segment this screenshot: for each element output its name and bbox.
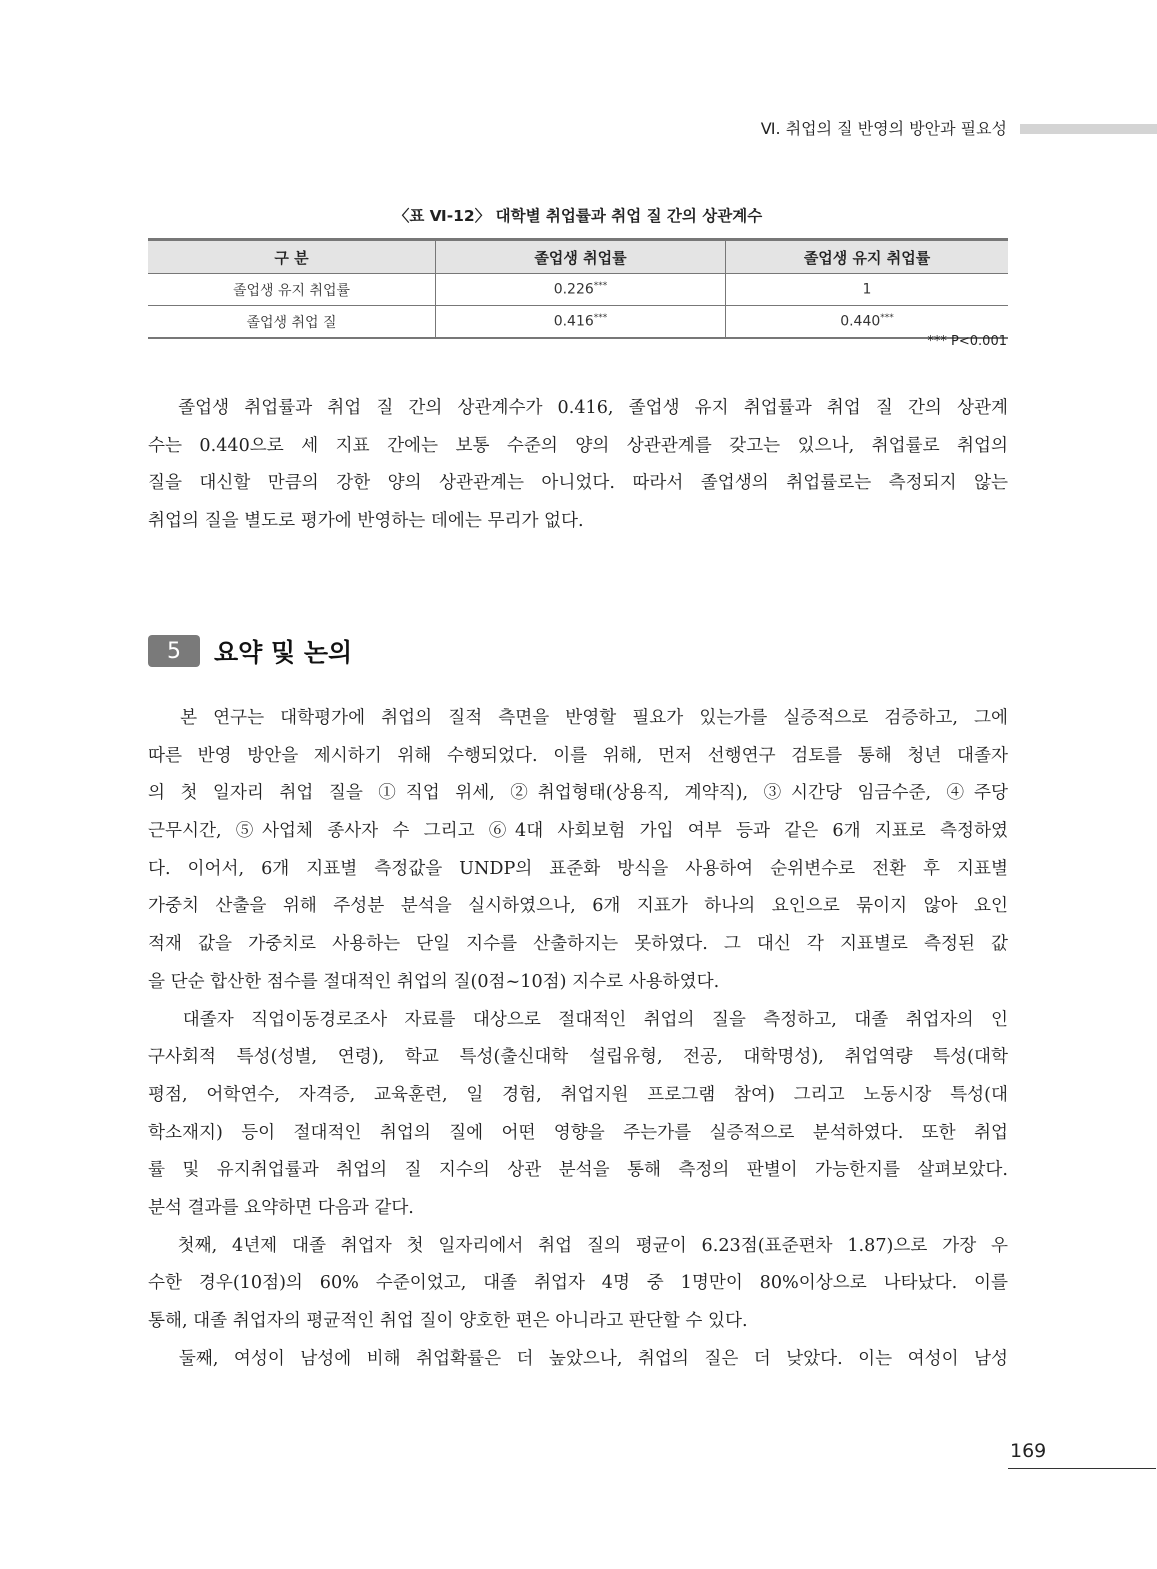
table-cell: 0.416*** (436, 306, 726, 339)
table-header: 졸업생 취업률 (436, 240, 726, 274)
text-line: 둘째, 여성이 남성에 비해 취업확률은 더 높았으나, 취업의 질은 더 낮았다. 이는 여성이 남성 (148, 1348, 1008, 1369)
header-bar (1020, 124, 1157, 134)
table-header: 구 분 (148, 240, 436, 274)
section-title: 요약 및 논의 (214, 638, 353, 667)
page-number: 169 (1010, 1440, 1047, 1462)
text-line: 가중치 산출을 위해 주성분 분석을 실시하였으나, 6개 지표가 하나의 요인으로 묶이지 않아 요인 (148, 896, 1008, 917)
table-cell: 1 (726, 274, 1009, 306)
text-line: 대졸자 직업이동경로조사 자료를 대상으로 절대적인 취업의 질을 측정하고, 대졸 취업자의 인 (148, 1009, 1008, 1030)
text-line: 수는 0.440으로 세 지표 간에는 보통 수준의 양의 상관관계를 갖고는 있으나, 취업률로 취업의 (148, 435, 1008, 456)
correlation-table (148, 238, 1008, 339)
text-line: 첫째, 4년제 대졸 취업자 첫 일자리에서 취업 질의 평균이 6.23점(표준편차 1.87)으로 가장 우 (148, 1235, 1008, 1256)
text-line: 본 연구는 대학평가에 취업의 질적 측면을 반영할 필요가 있는가를 실증적으로 검증하고, 그에 (148, 708, 1008, 728)
text-line: 다. 이어서, 6개 지표별 측정값을 UNDP의 표준화 방식을 사용하여 순위변수로 전환 후 지표별 (148, 858, 1008, 879)
table-row (148, 274, 1008, 306)
text-line: 질을 대신할 만큼의 강한 양의 상관관계는 아니었다. 따라서 졸업생의 취업률로는 측정되지 않는 (148, 473, 1008, 494)
section-heading (148, 633, 352, 669)
text-line: 졸업생 취업률과 취업 질 간의 상관계수가 0.416, 졸업생 유지 취업률과 취업 질 간의 상관계 (148, 398, 1008, 418)
text-line: 평점, 어학연수, 자격증, 교육훈련, 일 경험, 취업지원 프로그램 참여) 그리고 노동시장 특성(대 (148, 1084, 1008, 1105)
section-number: 5 (148, 635, 200, 667)
text-line: 수한 경우(10점)의 60% 수준이었고, 대졸 취업자 4명 중 1명만이 80%이상으로 나타났다. 이를 (148, 1273, 1008, 1294)
table-header: 졸업생 유지 취업률 (726, 240, 1009, 274)
body-text (148, 700, 1008, 1378)
text-line: 의 첫 일자리 취업 질을 ①직업 위세, ②취업형태(상용직, 계약직), ③시간당 임금수준, ④주당 (148, 783, 1008, 804)
text-line: 률 및 유지취업률과 취업의 질 지수의 상관 분석을 통해 측정의 판별이 가능한지를 살펴보았다. (148, 1160, 1008, 1181)
row-label: 졸업생 취업 질 (148, 306, 436, 339)
text-line: 구사회적 특성(성별, 연령), 학교 특성(출신대학 설립유형, 전공, 대학명성), 취업역량 특성(대학 (148, 1047, 1008, 1068)
page-number-rule (1008, 1468, 1156, 1469)
text-line: 분석 결과를 요약하면 다음과 같다. (148, 1197, 414, 1218)
table-caption: 〈표 Ⅵ-12〉 대학별 취업률과 취업 질 간의 상관계수 (393, 207, 763, 225)
text-line: 통해, 대졸 취업자의 평균적인 취업 질이 양호한 편은 아니라고 판단할 수 있다. (148, 1311, 748, 1331)
text-line: 적재 값을 가중치로 사용하는 단일 지수를 산출하지는 못하였다. 그 대신 각 지표별로 측정된 값 (148, 934, 1008, 955)
table-row (148, 306, 1008, 339)
text-line: 취업의 질을 별도로 평가에 반영하는 데에는 무리가 없다. (148, 511, 584, 532)
table-note: *** P<0.001 (927, 334, 1007, 349)
table-cell: 0.440*** (726, 306, 1009, 339)
running-header: Ⅵ. 취업의 질 반영의 방안과 필요성 (760, 119, 1007, 138)
text-line: 학소재지) 등이 절대적인 취업의 질에 어떤 영향을 주는가를 실증적으로 분석하였다. 또한 취업 (148, 1122, 1008, 1143)
text-line: 근무시간, ⑤사업체 종사자 수 그리고 ⑥4대 사회보험 가입 여부 등과 같은 6개 지표로 측정하였 (148, 821, 1008, 842)
text-line: 을 단순 합산한 점수를 절대적인 취업의 질(0점~10점) 지수로 사용하였다. (148, 971, 720, 992)
paragraph (148, 390, 1008, 541)
text-line: 따른 반영 방안을 제시하기 위해 수행되었다. 이를 위해, 먼저 선행연구 검토를 통해 청년 대졸자 (148, 745, 1008, 766)
row-label: 졸업생 유지 취업률 (148, 274, 436, 306)
table-cell: 0.226*** (436, 274, 726, 306)
